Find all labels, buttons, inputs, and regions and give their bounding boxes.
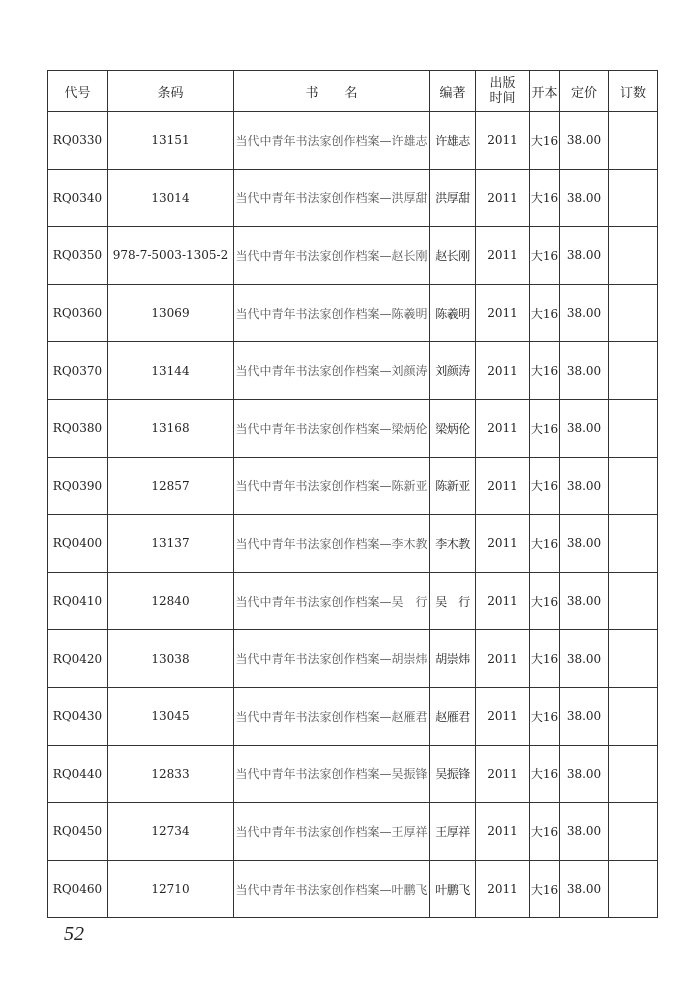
cell-barcode: 12833 — [108, 745, 234, 803]
cell-year: 2011 — [476, 112, 530, 170]
cell-code: RQ0370 — [48, 342, 108, 400]
cell-year: 2011 — [476, 342, 530, 400]
cell-barcode: 13014 — [108, 169, 234, 227]
cell-author: 吴 行 — [430, 572, 476, 630]
cell-title: 当代中青年书法家创作档案—李木教 — [234, 515, 430, 573]
cell-code: RQ0350 — [48, 227, 108, 285]
header-pub-time-line1: 出版 — [489, 76, 516, 91]
table-row — [48, 342, 658, 400]
cell-code: RQ0390 — [48, 457, 108, 515]
cell-price: 38.00 — [560, 399, 609, 457]
cell-barcode: 13045 — [108, 687, 234, 745]
cell-barcode: 12734 — [108, 803, 234, 861]
cell-order — [609, 399, 658, 457]
book-catalog-table — [47, 70, 658, 918]
cell-format: 大16 — [530, 745, 560, 803]
header-code: 代号 — [48, 71, 108, 112]
cell-format: 大16 — [530, 860, 560, 918]
cell-format: 大16 — [530, 399, 560, 457]
cell-price: 38.00 — [560, 457, 609, 515]
table-row — [48, 399, 658, 457]
table-row — [48, 803, 658, 861]
header-barcode: 条码 — [108, 71, 234, 112]
table-row — [48, 169, 658, 227]
cell-format: 大16 — [530, 342, 560, 400]
cell-title: 当代中青年书法家创作档案—赵长刚 — [234, 227, 430, 285]
cell-price: 38.00 — [560, 630, 609, 688]
cell-title: 当代中青年书法家创作档案—洪厚甜 — [234, 169, 430, 227]
cell-format: 大16 — [530, 284, 560, 342]
cell-format: 大16 — [530, 169, 560, 227]
table-header-row — [48, 71, 658, 112]
cell-author: 陈新亚 — [430, 457, 476, 515]
table-row — [48, 284, 658, 342]
cell-code: RQ0420 — [48, 630, 108, 688]
cell-author: 赵雁君 — [430, 687, 476, 745]
cell-year: 2011 — [476, 284, 530, 342]
cell-year: 2011 — [476, 745, 530, 803]
cell-year: 2011 — [476, 457, 530, 515]
table-row — [48, 572, 658, 630]
cell-author: 叶鹏飞 — [430, 860, 476, 918]
cell-price: 38.00 — [560, 745, 609, 803]
cell-barcode: 13151 — [108, 112, 234, 170]
cell-order — [609, 630, 658, 688]
cell-title: 当代中青年书法家创作档案—叶鹏飞 — [234, 860, 430, 918]
cell-barcode: 13038 — [108, 630, 234, 688]
cell-format: 大16 — [530, 112, 560, 170]
cell-code: RQ0440 — [48, 745, 108, 803]
cell-author: 李木教 — [430, 515, 476, 573]
table-row — [48, 227, 658, 285]
cell-price: 38.00 — [560, 169, 609, 227]
cell-order — [609, 515, 658, 573]
cell-format: 大16 — [530, 457, 560, 515]
cell-barcode: 13168 — [108, 399, 234, 457]
cell-price: 38.00 — [560, 284, 609, 342]
cell-price: 38.00 — [560, 687, 609, 745]
cell-format: 大16 — [530, 687, 560, 745]
cell-author: 胡崇炜 — [430, 630, 476, 688]
cell-format: 大16 — [530, 803, 560, 861]
cell-title: 当代中青年书法家创作档案—陈新亚 — [234, 457, 430, 515]
cell-price: 38.00 — [560, 342, 609, 400]
table-row — [48, 745, 658, 803]
cell-author: 王厚祥 — [430, 803, 476, 861]
cell-price: 38.00 — [560, 515, 609, 573]
header-title: 书 名 — [234, 71, 430, 112]
header-pub-time — [476, 71, 530, 112]
cell-format: 大16 — [530, 572, 560, 630]
cell-year: 2011 — [476, 687, 530, 745]
cell-year: 2011 — [476, 399, 530, 457]
cell-author: 洪厚甜 — [430, 169, 476, 227]
cell-year: 2011 — [476, 860, 530, 918]
cell-author: 赵长刚 — [430, 227, 476, 285]
cell-order — [609, 860, 658, 918]
cell-title: 当代中青年书法家创作档案—吴 行 — [234, 572, 430, 630]
cell-author: 刘颜涛 — [430, 342, 476, 400]
cell-code: RQ0460 — [48, 860, 108, 918]
cell-barcode: 12857 — [108, 457, 234, 515]
cell-code: RQ0340 — [48, 169, 108, 227]
header-author: 编著 — [430, 71, 476, 112]
cell-title: 当代中青年书法家创作档案—梁炳伦 — [234, 399, 430, 457]
cell-price: 38.00 — [560, 112, 609, 170]
cell-author: 许雄志 — [430, 112, 476, 170]
cell-year: 2011 — [476, 515, 530, 573]
cell-order — [609, 457, 658, 515]
table-row — [48, 687, 658, 745]
cell-code: RQ0410 — [48, 572, 108, 630]
cell-title: 当代中青年书法家创作档案—赵雁君 — [234, 687, 430, 745]
cell-order — [609, 227, 658, 285]
cell-barcode: 13144 — [108, 342, 234, 400]
cell-code: RQ0450 — [48, 803, 108, 861]
cell-author: 吴振锋 — [430, 745, 476, 803]
header-pub-time-line2: 时间 — [489, 91, 516, 106]
cell-author: 陈羲明 — [430, 284, 476, 342]
cell-order — [609, 687, 658, 745]
cell-year: 2011 — [476, 803, 530, 861]
cell-order — [609, 112, 658, 170]
table-row — [48, 630, 658, 688]
cell-year: 2011 — [476, 169, 530, 227]
header-order: 订数 — [609, 71, 658, 112]
header-price: 定价 — [560, 71, 609, 112]
cell-code: RQ0360 — [48, 284, 108, 342]
cell-order — [609, 169, 658, 227]
table-row — [48, 457, 658, 515]
table-row — [48, 112, 658, 170]
cell-code: RQ0380 — [48, 399, 108, 457]
cell-year: 2011 — [476, 572, 530, 630]
cell-barcode: 12710 — [108, 860, 234, 918]
cell-year: 2011 — [476, 227, 530, 285]
cell-title: 当代中青年书法家创作档案—胡崇炜 — [234, 630, 430, 688]
cell-title: 当代中青年书法家创作档案—陈羲明 — [234, 284, 430, 342]
header-format: 开本 — [530, 71, 560, 112]
page-number: 52 — [64, 923, 84, 945]
cell-format: 大16 — [530, 515, 560, 573]
cell-code: RQ0400 — [48, 515, 108, 573]
cell-title: 当代中青年书法家创作档案—许雄志 — [234, 112, 430, 170]
table-row — [48, 860, 658, 918]
table-row — [48, 515, 658, 573]
cell-price: 38.00 — [560, 860, 609, 918]
cell-format: 大16 — [530, 630, 560, 688]
cell-barcode: 13069 — [108, 284, 234, 342]
cell-title: 当代中青年书法家创作档案—刘颜涛 — [234, 342, 430, 400]
cell-code: RQ0330 — [48, 112, 108, 170]
cell-title: 当代中青年书法家创作档案—吴振锋 — [234, 745, 430, 803]
cell-order — [609, 572, 658, 630]
cell-code: RQ0430 — [48, 687, 108, 745]
cell-format: 大16 — [530, 227, 560, 285]
cell-title: 当代中青年书法家创作档案—王厚祥 — [234, 803, 430, 861]
cell-price: 38.00 — [560, 803, 609, 861]
cell-barcode: 13137 — [108, 515, 234, 573]
cell-barcode: 978-7-5003-1305-2 — [108, 227, 234, 285]
table-body — [48, 112, 658, 918]
cell-order — [609, 284, 658, 342]
cell-barcode: 12840 — [108, 572, 234, 630]
cell-author: 梁炳伦 — [430, 399, 476, 457]
cell-order — [609, 342, 658, 400]
cell-order — [609, 745, 658, 803]
cell-price: 38.00 — [560, 572, 609, 630]
cell-order — [609, 803, 658, 861]
cell-price: 38.00 — [560, 227, 609, 285]
cell-year: 2011 — [476, 630, 530, 688]
